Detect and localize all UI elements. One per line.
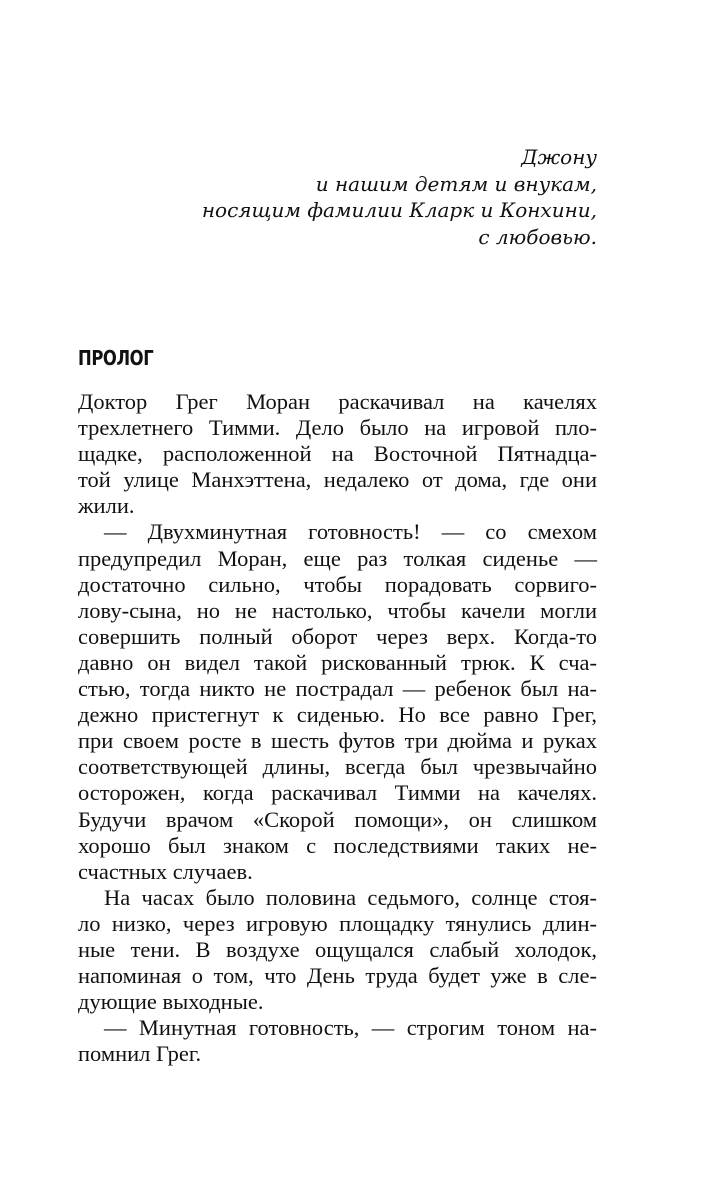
text-line: соответствующей длины, всегда был чрезвычайно bbox=[78, 754, 597, 780]
body-text bbox=[78, 389, 597, 1067]
text-line: — Двухминутная готовность! — со смехом bbox=[104, 519, 597, 545]
text-line: давно он видел такой рискованный трюк. К сча- bbox=[78, 649, 597, 675]
text-line: трехлетнего Тимми. Дело было на игровой пло- bbox=[78, 415, 597, 441]
text-line: помнил Грег. bbox=[78, 1041, 202, 1067]
text-line: На часах было половина седьмого, солнце стоя- bbox=[104, 884, 597, 910]
text-line: ные тени. В воздухе ощущался слабый холодок, bbox=[78, 936, 597, 962]
text-line: щадке, расположенной на Восточной Пятнадца- bbox=[78, 441, 597, 467]
dedication bbox=[97, 144, 597, 250]
text-line: ло низко, через игровую площадку тянулись длин- bbox=[78, 910, 597, 936]
text-line: лову-сына, но не настолько, чтобы качели могли bbox=[78, 597, 597, 623]
text-line: жили. bbox=[78, 493, 135, 519]
text-line: напоминая о том, что День труда будет уже в сле- bbox=[78, 963, 597, 989]
dedication-line: с любовью. bbox=[478, 224, 597, 249]
text-line: предупредил Моран, еще раз толкая сиденье — bbox=[78, 545, 597, 571]
text-line: дежно пристегнут к сиденью. Но все равно Грег, bbox=[78, 702, 597, 728]
text-line: дующие выходные. bbox=[78, 989, 264, 1015]
text-line: — Минутная готовность, — строгим тоном на- bbox=[104, 1015, 597, 1041]
text-line: при своем росте в шесть футов три дюйма и руках bbox=[78, 728, 597, 754]
text-line: Будучи врачом «Скорой помощи», он слишком bbox=[78, 806, 597, 832]
text-line: совершить полный оборот через верх. Когда-то bbox=[78, 623, 597, 649]
text-line: хорошо был знаком с последствиями таких не- bbox=[78, 832, 597, 858]
text-line: Доктор Грег Моран раскачивал на качелях bbox=[78, 389, 597, 414]
text-line: стью, тогда никто не пострадал — ребенок был на- bbox=[78, 676, 597, 702]
dedication-line: и нашим детям и внукам, bbox=[315, 171, 597, 196]
text-line: достаточно сильно, чтобы порадовать сорвиго- bbox=[78, 571, 597, 597]
dedication-line: носящим фамилии Кларк и Конхини, bbox=[201, 198, 597, 222]
text-line: счастных случаев. bbox=[78, 858, 253, 884]
dedication-line: Джону bbox=[521, 145, 597, 169]
text-line: той улице Манхэттена, недалеко от дома, где они bbox=[78, 467, 597, 493]
chapter-title: ПРОЛОГ bbox=[78, 346, 154, 370]
text-line: осторожен, когда раскачивал Тимми на качелях. bbox=[78, 780, 597, 806]
